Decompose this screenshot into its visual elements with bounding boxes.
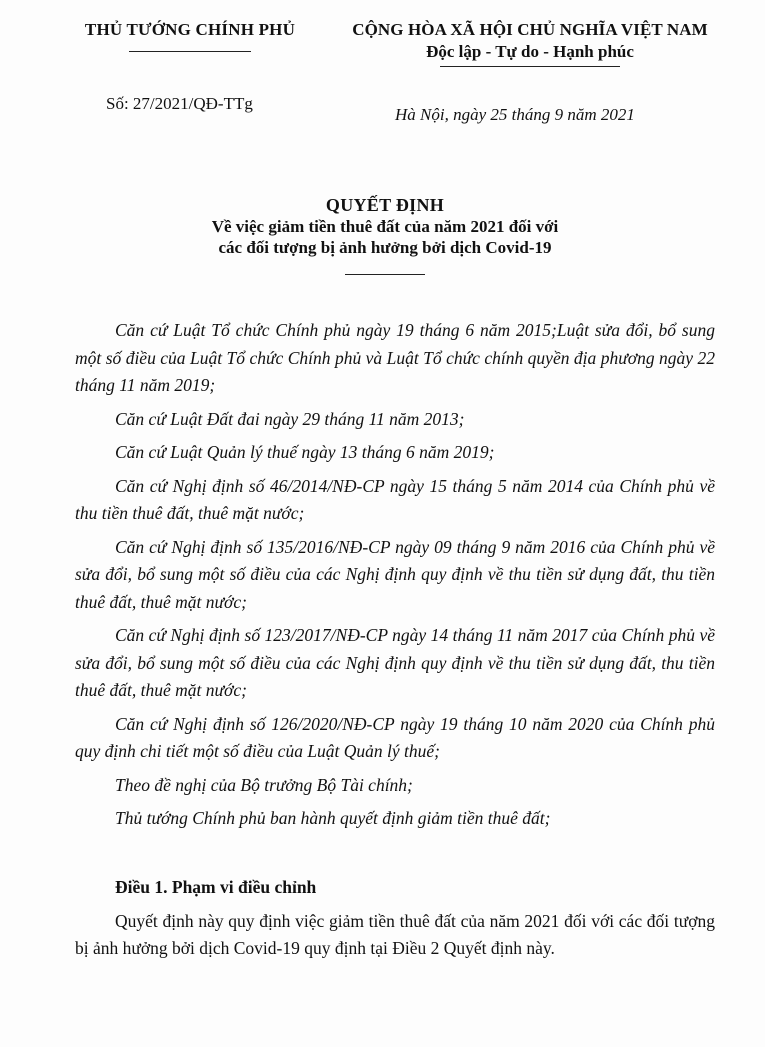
document-title-block [120,195,650,275]
proposal-basis: Theo đề nghị của Bộ trưởng Bộ Tài chính; [115,774,413,795]
document-subject-line-1: Về việc giảm tiền thuê đất của năm 2021 đối với [211,217,559,236]
document-subject-line-2: các đối tượng bị ảnh hưởng bởi dịch Covid-19 [218,238,552,257]
motto-underline [440,66,620,67]
article-1 [75,874,715,963]
legal-basis: Căn cứ Luật Tổ chức Chính phủ ngày 19 tháng 6 năm 2015;Luật sửa đổi, bổ sung một số điều của Luật Tổ chức Chính phủ và Luật Tổ chức chính quyền địa phương ngày 22 tháng 11 năm 2019; [75,320,715,395]
legal-bases [75,317,715,839]
issuing-agency: THỦ TƯỚNG CHÍNH PHỦ [84,20,296,39]
enactment-clause: Thủ tướng Chính phủ ban hành quyết định giảm tiền thuê đất; [115,808,551,828]
legal-basis: Căn cứ Nghị định số 123/2017/NĐ-CP ngày 14 tháng 11 năm 2017 của Chính phủ về sửa đổi, bổ sung một số điều của các Nghị định quy định về thu tiền sử dụng đất, thu tiền thuê đất, thuê mặt nước; [75,625,715,700]
legal-basis: Căn cứ Nghị định số 126/2020/NĐ-CP ngày 19 tháng 10 năm 2020 của Chính phủ quy định chi tiết một số điều của Luật Quản lý thuế; [75,713,715,761]
national-header-block [325,20,735,67]
document-type: QUYẾT ĐỊNH [325,195,445,215]
legal-basis: Căn cứ Nghị định số 135/2016/NĐ-CP ngày 09 tháng 9 năm 2016 của Chính phủ về sửa đổi, bổ sung một số điều của các Nghị định quy định về thu tiền sử dụng đất, thu tiền thuê đất, thuê mặt nước; [75,536,715,612]
national-title: CỘNG HÒA XÃ HỘI CHỦ NGHĨA VIỆT NAM [352,20,708,39]
legal-basis: Căn cứ Luật Quản lý thuế ngày 13 tháng 6 năm 2019; [115,442,495,462]
issuing-agency-block [70,20,310,52]
legal-basis: Căn cứ Luật Đất đai ngày 29 tháng 11 năm 2013; [115,408,465,429]
article-1-heading: Điều 1. Phạm vi điều chỉnh [115,877,317,897]
place-and-date: Hà Nội, ngày 25 tháng 9 năm 2021 [395,105,635,124]
article-1-body: Quyết định này quy định việc giảm tiền thuê đất của năm 2021 đối với các đối tượng bị ảnh hưởng bởi dịch Covid-19 quy định tại Điều 2 Quyết định này. [75,910,715,958]
national-motto: Độc lập - Tự do - Hạnh phúc [426,42,634,61]
agency-underline [129,51,251,52]
legal-basis: Căn cứ Nghị định số 46/2014/NĐ-CP ngày 15 tháng 5 năm 2014 của Chính phủ về thu tiền thuê đất, thuê mặt nước; [75,475,715,523]
document-number: Số: 27/2021/QĐ-TTg [106,94,253,113]
title-underline [345,274,425,275]
